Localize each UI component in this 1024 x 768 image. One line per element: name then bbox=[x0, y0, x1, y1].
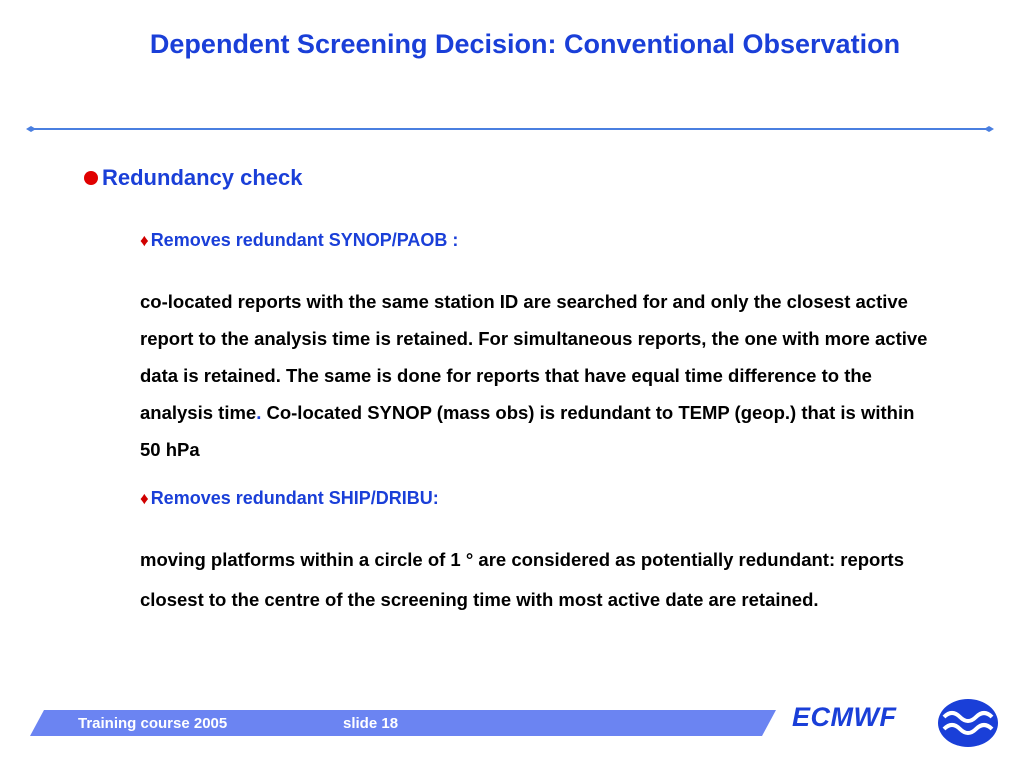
red-dot-bullet-icon bbox=[84, 171, 98, 185]
bullet-label: Redundancy check bbox=[102, 165, 303, 190]
paragraph-text-tail: Co-located SYNOP (mass obs) is redundant to TEMP (geop.) that is within 50 hPa bbox=[140, 402, 915, 460]
diamond-bullet-icon: ♦ bbox=[140, 488, 149, 508]
title-divider bbox=[26, 126, 994, 132]
slide-title: Dependent Screening Decision: Conventional Observation bbox=[149, 29, 901, 59]
paragraph-text: co-located reports with the same station ID are searched for and only the closest active report to the analysis time is retained. For simultaneous reports, the one with more active data is retained. The same is done for reports that have equal time difference to the analysis time bbox=[140, 291, 928, 423]
diamond-bullet-icon: ♦ bbox=[140, 230, 149, 250]
bullet-redundancy-check bbox=[84, 165, 303, 191]
ecmwf-wordmark: ECMWF bbox=[792, 702, 897, 732]
footer-slide-number: slide 18 bbox=[343, 715, 399, 732]
paragraph-blue-period: . bbox=[256, 402, 262, 423]
paragraph-synop-paob bbox=[140, 283, 940, 468]
footer-course: Training course 2005 bbox=[78, 715, 228, 732]
paragraph-ship-dribu: moving platforms within a circle of 1 ° are considered as potentially redundant: reports closest to the centre of the screening time with most active date are retained. bbox=[140, 549, 905, 610]
subheading-ship-dribu bbox=[140, 488, 439, 509]
subheading-label: Removes redundant SYNOP/PAOB : bbox=[150, 230, 459, 250]
subheading-label: Removes redundant SHIP/DRIBU: bbox=[150, 488, 439, 508]
ecmwf-logo-icon bbox=[936, 697, 1000, 749]
subheading-synop-paob bbox=[140, 230, 458, 251]
